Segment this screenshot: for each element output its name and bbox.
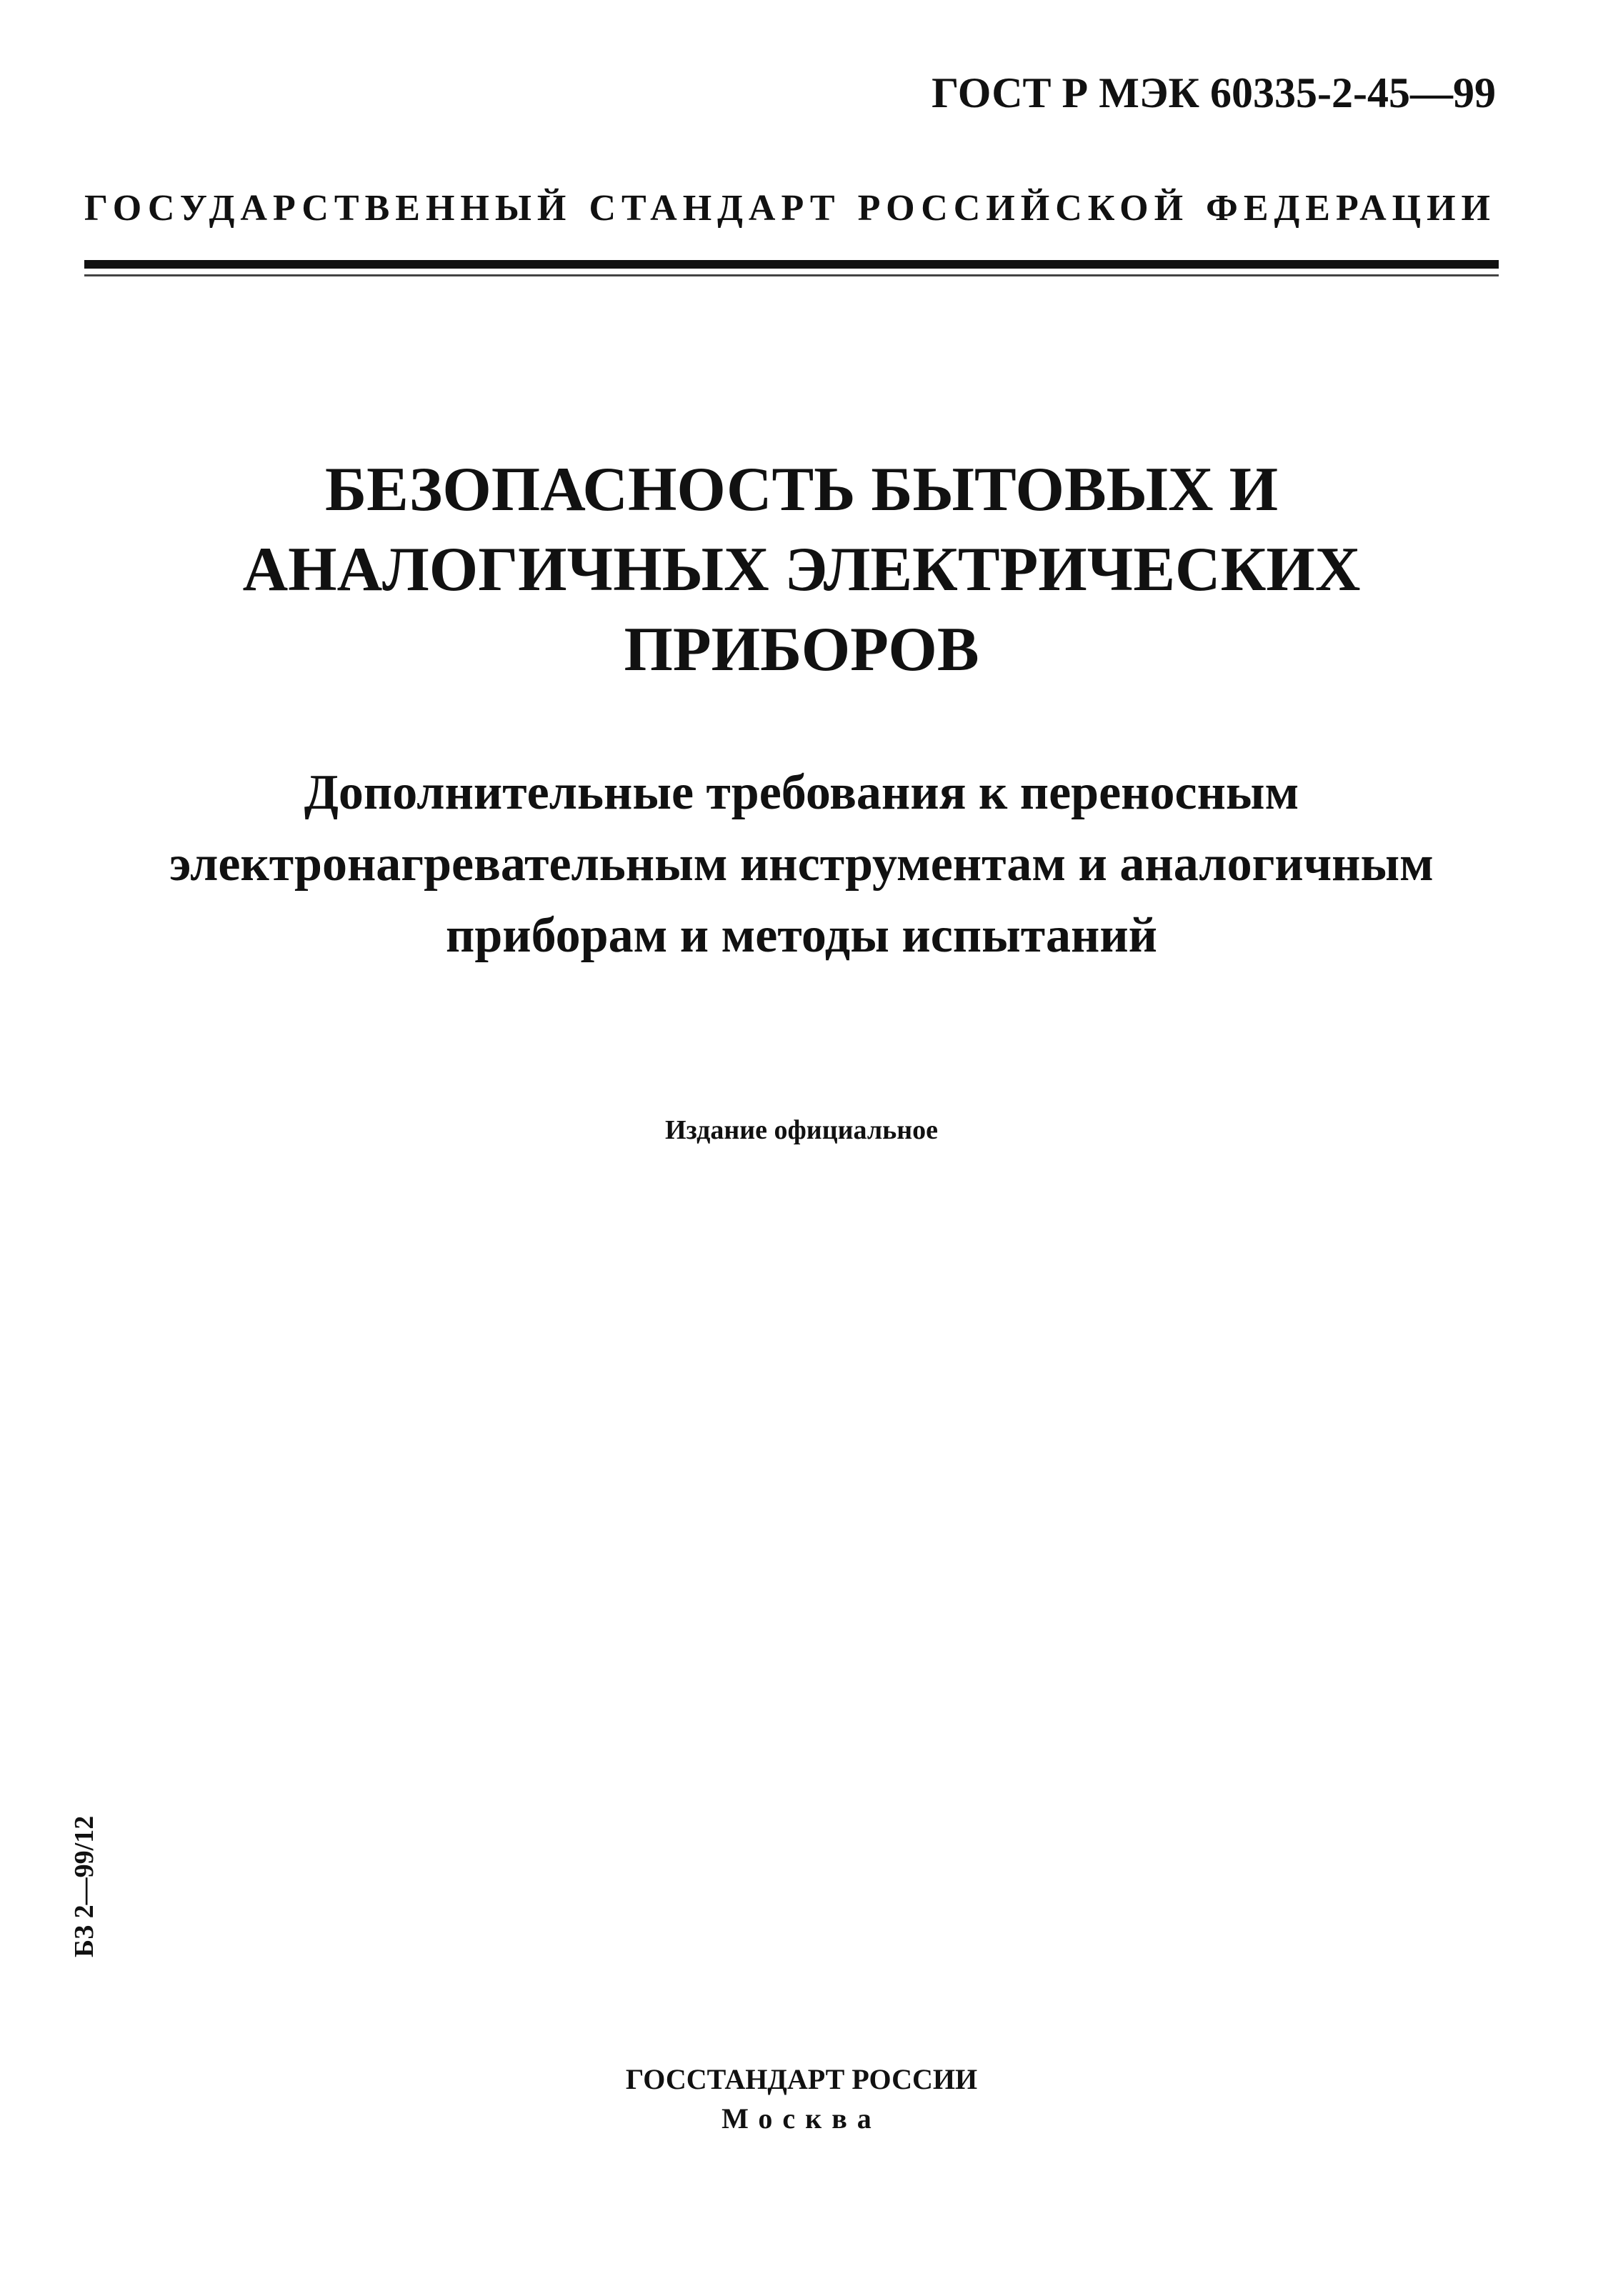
state-standard-heading: ГОСУДАРСТВЕННЫЙ СТАНДАРТ РОССИЙСКОЙ ФЕДЕРАЦИИ <box>84 188 1496 229</box>
publisher-city: Москва <box>721 2102 882 2135</box>
main-title-line: БЕЗОПАСНОСТЬ БЫТОВЫХ И <box>324 455 1279 524</box>
subtitle <box>86 757 1517 972</box>
document-number: ГОСТ Р МЭК 60335-2-45—99 <box>932 69 1496 116</box>
publisher: ГОССТАНДАРТ РОССИИ <box>625 2063 978 2095</box>
main-title-line: ПРИБОРОВ <box>624 615 979 684</box>
main-title <box>107 450 1496 690</box>
header-divider-thick <box>84 260 1499 269</box>
header-divider-thin <box>84 274 1499 276</box>
subtitle-line: Дополнительные требования к переносным <box>304 765 1299 820</box>
subtitle-line: электронагревательным инструментам и аналогичным <box>169 837 1434 892</box>
side-code: БЗ 2—99/12 <box>69 1815 99 1957</box>
main-title-line: АНАЛОГИЧНЫХ ЭЛЕКТРИЧЕСКИХ <box>242 535 1361 604</box>
edition-label: Издание официальное <box>664 1115 938 1145</box>
subtitle-line: приборам и методы испытаний <box>446 908 1157 963</box>
